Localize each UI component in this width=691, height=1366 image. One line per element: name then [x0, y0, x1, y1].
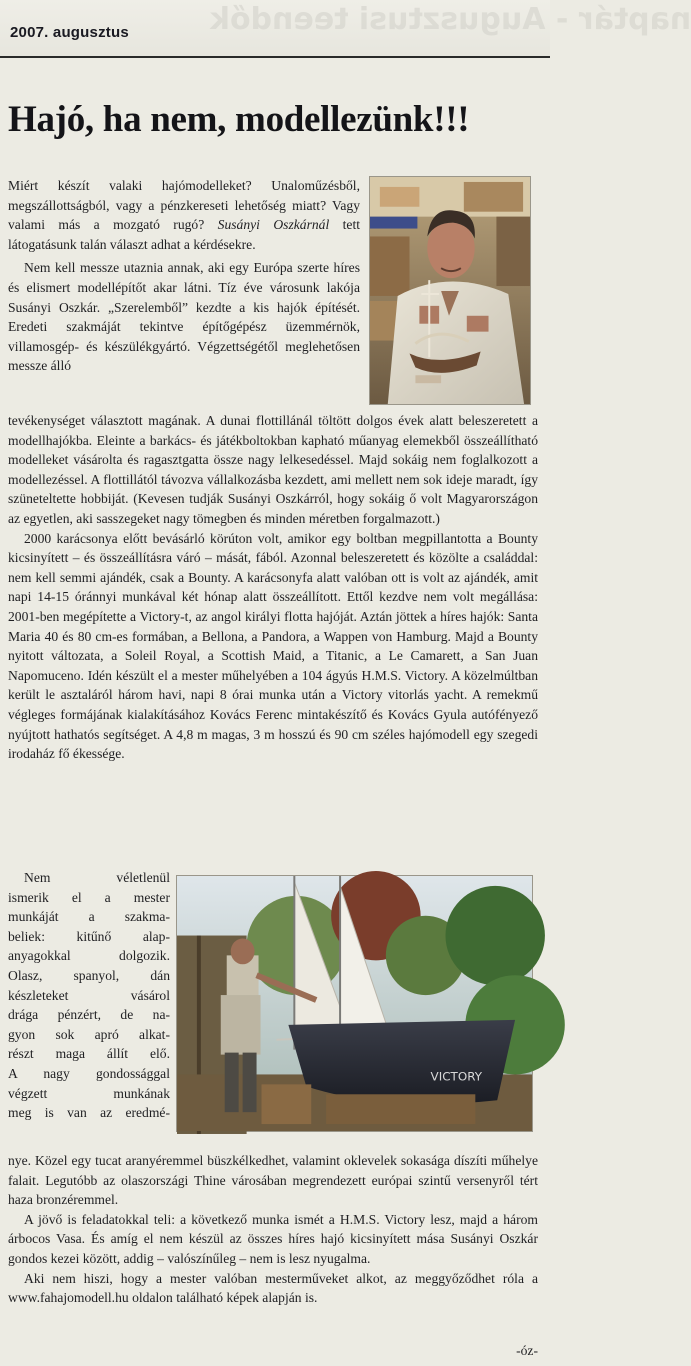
yacht-model-photo-icon — [177, 876, 532, 1131]
narrow-column-line: munkáját a szakma- — [8, 909, 170, 925]
narrow-column-line: Olasz, spanyol, dán — [8, 967, 170, 983]
paragraph-6: Aki nem hiszi, hogy a mester valóban mesterműveket alkot, az meggyőződhet róla a www.fahajomodell.hu oldalon található képek alapján is. — [8, 1270, 538, 1306]
narrow-column-line: végzett munkának — [8, 1085, 170, 1101]
article-headline: Hajó, ha nem, modellezünk!!! — [8, 99, 470, 140]
paragraph-2-top: Nem kell messze utaznia annak, aki egy Európa szerte híres és elismert modellépítőt akar látni. Tíz éve városunk lakója Susányi Oszkár. „Szerelemből” kezdte a kis hajók építését. Eredeti szakmáját tekintve építőgépész üzemmérnök, villamosgép- és készülékgyártó. Végzettségétől meglehetősen messze álló — [8, 260, 360, 374]
paragraph-3: 2000 karácsonya előtt bevásárló körúton volt, amikor egy boltban megpillantotta a Bounty kicsinyített – és összeállításra váró – mását, fából. Azonnal beleszeretett és közölte a családdal: nem kell semmi ajándék, csak a Bounty. A karácsonyfa alatt valóban ott is volt az ajándék, amit napi 14-15 óránnyi munkával két hónap alatt összeállított. Ettől kezdve nem volt megállása: 2001-ben megépítette a Victory-t, az angol királyi flotta hajóját. Aztán jöttek a híres hajók: Santa Maria 40 és 80 cm-es formában, a Bellona, a Pandora, a Wappen von Hamburg. Majd a Bounty nyitott változata, a Soleil Royal, a Scottish Maid, a Titanic, a Le Camarett, a San Juan Napomuceno. Idén készült el a mester műhelyében a 104 ágyús H.M.S. Victory. A közelmúltban került le asztaláról három havi, napi 8 órai munka után a Victory vitorlás yacht. A remekmű végleges formájának kialakításához Kovács Ferenc mintakészítő és Kovács Gyula autófényező nyújtott hathatós segítséget. A 4,8 m magas, 3 m hosszú és 90 cm széles hajómodell egy szegedi irodaház fő ékessége. — [8, 530, 538, 762]
narrow-column-line: A nagy gondossággal — [8, 1065, 170, 1081]
bleed-through-text: naptár - Augusztusi teendők — [210, 2, 691, 37]
intro-text-1: Miért készít valaki hajómodelleket? Unaloműzésből, megszállottságból, vagy a pénzkereseti lehetőség miatt? Vagy valami más a mozgató rugó? — [8, 178, 360, 233]
intro-paragraph — [8, 176, 360, 254]
narrow-column-line: gyon sok apró alkat- — [8, 1026, 170, 1042]
portrait-photo-icon — [370, 177, 530, 404]
narrow-column-line: ismerik el a mester — [8, 889, 170, 905]
narrow-column-line: beliek: kitűnő alap- — [8, 928, 170, 944]
yacht-model-photo — [176, 875, 533, 1132]
narrow-column-line: drága pénzért, de na- — [8, 1007, 170, 1023]
narrow-column-line: meg is van az eredmé- — [8, 1105, 170, 1121]
author-signature: -óz- — [516, 1343, 538, 1358]
hull-name-text: VICTORY — [430, 1069, 483, 1084]
intro-text-2: tett látogatásunk talán választ adhat a kérdésekre. — [8, 217, 360, 252]
narrow-column-line: készleteket vásárol — [8, 987, 170, 1003]
article-narrow-column — [8, 868, 170, 1123]
portrait-photo — [369, 176, 531, 405]
paragraph-5: A jövő is feladatokkal teli: a következő munka ismét a H.M.S. Victory lesz, majd a három árbocos Vasa. És amíg el nem készül az összes híres hajó kicsinyített mása Susányi Oszkár gondos kezei között, addig – valószínűleg – nem is lesz nyugalma. — [8, 1211, 538, 1266]
paragraph-4-rest: nye. Közel egy tucat aranyéremmel büszkélkedhet, valamint oklevelek sokasága díszíti műhelye falait. Legutóbb az olaszországi Thine városában megrendezett európai szintű versenyről tért haza bronzéremmel. — [8, 1153, 538, 1208]
intro-emphasis: Susányi Oszkárnál — [217, 217, 330, 233]
page-header — [0, 0, 691, 58]
paragraph-2-rest: tevékenységet választott magának. A dunai flottillánál töltött dolgos évek alatt beleszeretett a modellhajókba. Eleinte a barkács- és játékboltokban kapható műanyag elemekből összeállítható modelleket vásárolta és ragasztgatta össze nagy lelkesedéssel. Majd sokáig nem foglalkozott a modellezéssel. A flottillától távozva vállalkozásba kezdett, ami mellett nem sok ideje maradt, így szüneteltette hobbiját. (Kevesen tudják Susányi Oszkárról, hogy sokáig ő volt Magyarországon az egyetlen, aki sasszegeket nagy tömegben és minden méretben forgalmazott.) — [8, 413, 538, 526]
narrow-column-line: részt maga állít elő. — [8, 1046, 170, 1062]
article-intro-column — [8, 176, 360, 376]
issue-date: 2007. augusztus — [10, 24, 129, 41]
narrow-column-line: Nem véletlenül — [24, 870, 170, 885]
narrow-column-line: anyagokkal dolgozik. — [8, 948, 170, 964]
article-closing-column — [8, 1151, 538, 1308]
article-main-column — [8, 411, 538, 764]
